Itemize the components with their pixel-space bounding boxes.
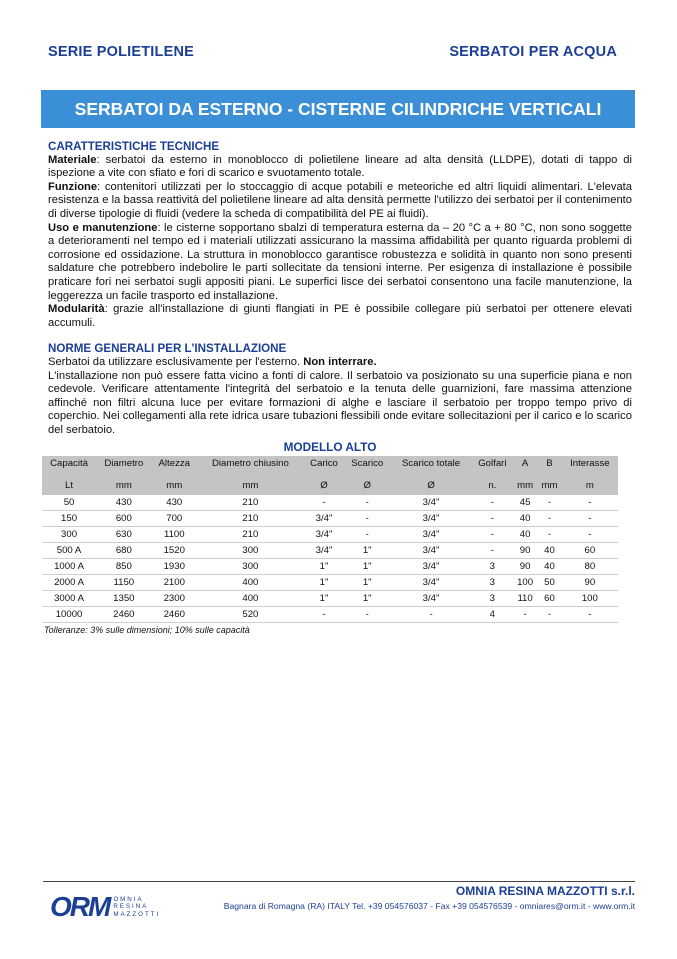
table-cell: 1100	[152, 527, 197, 543]
table-cell: 400	[197, 591, 304, 607]
table-cell: 100	[562, 591, 618, 607]
table-cell: -	[537, 607, 561, 623]
table-cell: 2460	[96, 607, 152, 623]
table-cell: 60	[537, 591, 561, 607]
table-cell: 1"	[344, 543, 390, 559]
table-cell: 1150	[96, 575, 152, 591]
table-cell: 110	[513, 591, 537, 607]
table-cell: -	[472, 495, 513, 511]
table-header-row	[42, 456, 618, 471]
table-row	[42, 591, 618, 607]
table-cell: 500 A	[42, 543, 96, 559]
header-cell: Scarico	[344, 456, 390, 471]
table-cell: -	[562, 495, 618, 511]
table-cell: 1"	[304, 559, 344, 575]
unit-cell: mm	[537, 471, 561, 495]
tech-section-title: CARATTERISTICHE TECNICHE	[48, 140, 220, 153]
table-cell: 3	[472, 559, 513, 575]
table-title: MODELLO ALTO	[283, 440, 377, 454]
table-cell: 1520	[152, 543, 197, 559]
logo-line: OMNIA	[113, 895, 144, 903]
content	[48, 140, 632, 437]
header-cell: Diametro	[96, 456, 152, 471]
table-cell: 850	[96, 559, 152, 575]
table-cell: 630	[96, 527, 152, 543]
header-cell: A	[513, 456, 537, 471]
install-paragraph: L'installazione non può essere fatta vicino a fonti di calore. Il serbatoio va posizionato su una superficie piana e non cedevole. Verificare attentamente l'integrità del serbatoio e la tenuta delle guarnizioni, fare massima attenzione affinché non filtri alcuna luce per evitare formazioni di alghe e lasciare il serbatoio per troppo tempo privo di coperchio. Nei collegamenti alla rete idrica usare tubazioni flessibili onde evitare sollecitazioni per il carico e lo scarico del serbatoio.	[48, 369, 632, 436]
company-logo	[50, 891, 160, 923]
table-section	[42, 440, 618, 635]
table-row	[42, 527, 618, 543]
header-cell: Scarico totale	[390, 456, 472, 471]
header-cell: Capacità	[42, 456, 96, 471]
table-cell: -	[537, 511, 561, 527]
table-cell: 100	[513, 575, 537, 591]
table-cell: 40	[513, 527, 537, 543]
table-cell: 3/4"	[390, 543, 472, 559]
table-cell: 3/4"	[390, 575, 472, 591]
table-cell: 300	[42, 527, 96, 543]
table-cell: 90	[562, 575, 618, 591]
table-cell: 1000 A	[42, 559, 96, 575]
table-cell: 520	[197, 607, 304, 623]
table-cell: 1930	[152, 559, 197, 575]
table-cell: -	[537, 527, 561, 543]
section-gap	[48, 330, 632, 342]
table-cell: 3/4"	[304, 543, 344, 559]
uso-paragraph	[48, 222, 632, 304]
table-cell: -	[472, 543, 513, 559]
header-cell: Altezza	[152, 456, 197, 471]
logo-line: RESINA	[113, 903, 149, 911]
table-cell: 3/4"	[390, 559, 472, 575]
table-cell: 40	[537, 559, 561, 575]
funzione-text: : contenitori utilizzati per lo stoccaggio di acque potabili e meteoriche ed altri liquidi alimentari. L'elevata resistenza e la bassa reattività del polietilene lineare ad alta densità permette l'utilizzo dei serbatoi per il contenimento di diverse tipologie di fluidi (vedere la scheda di compatibilità del PE ai fluidi).	[48, 180, 632, 220]
modularita-text: : grazie all'installazione di giunti flangiati in PE è possibile collegare più serbatoi per ottenere elevati accumuli.	[48, 303, 632, 329]
company-name: OMNIA RESINA MAZZOTTI s.r.l.	[455, 884, 635, 898]
table-cell: 10000	[42, 607, 96, 623]
table-cell: -	[472, 527, 513, 543]
page-header	[48, 44, 617, 60]
table-cell: 1"	[344, 559, 390, 575]
table-cell: 600	[96, 511, 152, 527]
header-cell: Golfari	[472, 456, 513, 471]
table-cell: 300	[197, 559, 304, 575]
header-cell: B	[537, 456, 561, 471]
table-body	[42, 495, 618, 623]
materiale-text: : serbatoi da esterno in monoblocco di polietilene lineare ad alta densità (LLDPE), dotati di tappo di ispezione a vite con sfiato e fori di scarico e svuotamento totale.	[48, 153, 632, 180]
table-cell: 430	[152, 495, 197, 511]
table-cell: -	[344, 511, 390, 527]
unit-cell: m	[562, 471, 618, 495]
footer-divider	[43, 881, 635, 882]
table-cell: -	[472, 511, 513, 527]
table-cell: -	[304, 607, 344, 623]
table-cell: 40	[537, 543, 561, 559]
logo-wordmark	[113, 896, 160, 919]
category-title: SERBATOI PER ACQUA	[449, 44, 617, 60]
table-cell: 1"	[304, 591, 344, 607]
table-cell: 3/4"	[390, 511, 472, 527]
funzione-label: Funzione	[48, 180, 98, 193]
unit-cell: Ø	[344, 471, 390, 495]
table-cell: -	[513, 607, 537, 623]
table-cell: 2000 A	[42, 575, 96, 591]
table-cell: 2460	[152, 607, 197, 623]
series-title: SERIE POLIETILENE	[48, 44, 195, 60]
logo-line: MAZZOTTI	[113, 910, 161, 918]
table-cell: -	[562, 511, 618, 527]
unit-cell: Ø	[304, 471, 344, 495]
header-cell: Carico	[304, 456, 344, 471]
table-cell: -	[390, 607, 472, 623]
tolerance-note: Tolleranze: 3% sulle dimensioni; 10% sulle capacità	[44, 625, 250, 635]
table-cell: 1350	[96, 591, 152, 607]
funzione-paragraph	[48, 181, 632, 222]
table-cell: 40	[513, 511, 537, 527]
table-row	[42, 511, 618, 527]
install-warning: Non interrare.	[303, 355, 377, 368]
table-row	[42, 495, 618, 511]
table-cell: 2100	[152, 575, 197, 591]
table-row	[42, 543, 618, 559]
table-cell: 3/4"	[390, 495, 472, 511]
materiale-paragraph	[48, 154, 632, 181]
table-cell: 90	[513, 559, 537, 575]
unit-cell: Lt	[42, 471, 96, 495]
unit-cell: Ø	[390, 471, 472, 495]
materiale-label: Materiale	[48, 153, 97, 166]
unit-cell: n.	[472, 471, 513, 495]
table-row	[42, 559, 618, 575]
table-cell: -	[344, 495, 390, 511]
uso-label: Uso e manutenzione	[48, 221, 158, 234]
table-cell: 50	[42, 495, 96, 511]
table-row	[42, 575, 618, 591]
table-cell: -	[537, 495, 561, 511]
table-cell: 3	[472, 575, 513, 591]
table-cell: 430	[96, 495, 152, 511]
logo-mark: ORM	[50, 891, 110, 922]
table-cell: 3	[472, 591, 513, 607]
unit-cell: mm	[197, 471, 304, 495]
table-cell: 3000 A	[42, 591, 96, 607]
modularita-label: Modularità	[48, 303, 105, 316]
table-cell: 700	[152, 511, 197, 527]
header-cell: Interasse	[562, 456, 618, 471]
uso-text: : le cisterne sopportano sbalzi di temperatura esterna da – 20 °C a + 80 °C, non sono soggette a deterioramenti nel tempo ed i materiali utilizzati assicurano la massima affidabilità per quanto riguarda problemi di corrosione ed ossidazione. La struttura in monoblocco garantisce robustezza e solidità in quanto non sono presenti saldature che potrebbero indebolire le parti sollecitate da tensioni interne. Per esigenza di installazione è possibile praticare fori nei serbatoi sugli appositi piani. Le superfici lisce dei serbatoi consentono una facile manutenzione, la leggerezza un facile trasporto ed installazione.	[48, 221, 632, 302]
install-section-title: NORME GENERALI PER L'INSTALLAZIONE	[48, 342, 287, 356]
table-cell: 210	[197, 527, 304, 543]
spec-table	[42, 456, 618, 623]
table-cell: 400	[197, 575, 304, 591]
company-address: Bagnara di Romagna (RA) ITALY Tel. +39 054576037 - Fax +39 054576539 - omniares@orm.it - www.orm.it	[223, 901, 635, 911]
table-cell: 150	[42, 511, 96, 527]
table-cell: 60	[562, 543, 618, 559]
table-cell: 3/4"	[304, 511, 344, 527]
title-banner: SERBATOI DA ESTERNO - CISTERNE CILINDRICHE VERTICALI	[41, 90, 635, 128]
table-cell: 80	[562, 559, 618, 575]
table-cell: 45	[513, 495, 537, 511]
table-cell: 3/4"	[390, 527, 472, 543]
table-cell: -	[304, 495, 344, 511]
table-cell: 1"	[304, 575, 344, 591]
install-line1	[48, 356, 632, 370]
table-cell: 1"	[344, 575, 390, 591]
table-cell: 680	[96, 543, 152, 559]
unit-cell: mm	[152, 471, 197, 495]
table-cell: 50	[537, 575, 561, 591]
install-line1-text: Serbatoi da utilizzare esclusivamente per l'esterno.	[48, 355, 304, 368]
table-cell: -	[562, 527, 618, 543]
unit-cell: mm	[513, 471, 537, 495]
table-cell: 3/4"	[304, 527, 344, 543]
unit-cell: mm	[96, 471, 152, 495]
modularita-paragraph	[48, 303, 632, 330]
table-cell: 2300	[152, 591, 197, 607]
table-row	[42, 607, 618, 623]
table-cell: -	[344, 527, 390, 543]
header-cell: Diametro chiusino	[197, 456, 304, 471]
table-cell: -	[562, 607, 618, 623]
table-units-row	[42, 471, 618, 495]
table-cell: -	[344, 607, 390, 623]
table-cell: 210	[197, 495, 304, 511]
table-cell: 210	[197, 511, 304, 527]
table-cell: 90	[513, 543, 537, 559]
table-cell: 300	[197, 543, 304, 559]
table-cell: 1"	[344, 591, 390, 607]
table-cell: 4	[472, 607, 513, 623]
table-cell: 3/4"	[390, 591, 472, 607]
